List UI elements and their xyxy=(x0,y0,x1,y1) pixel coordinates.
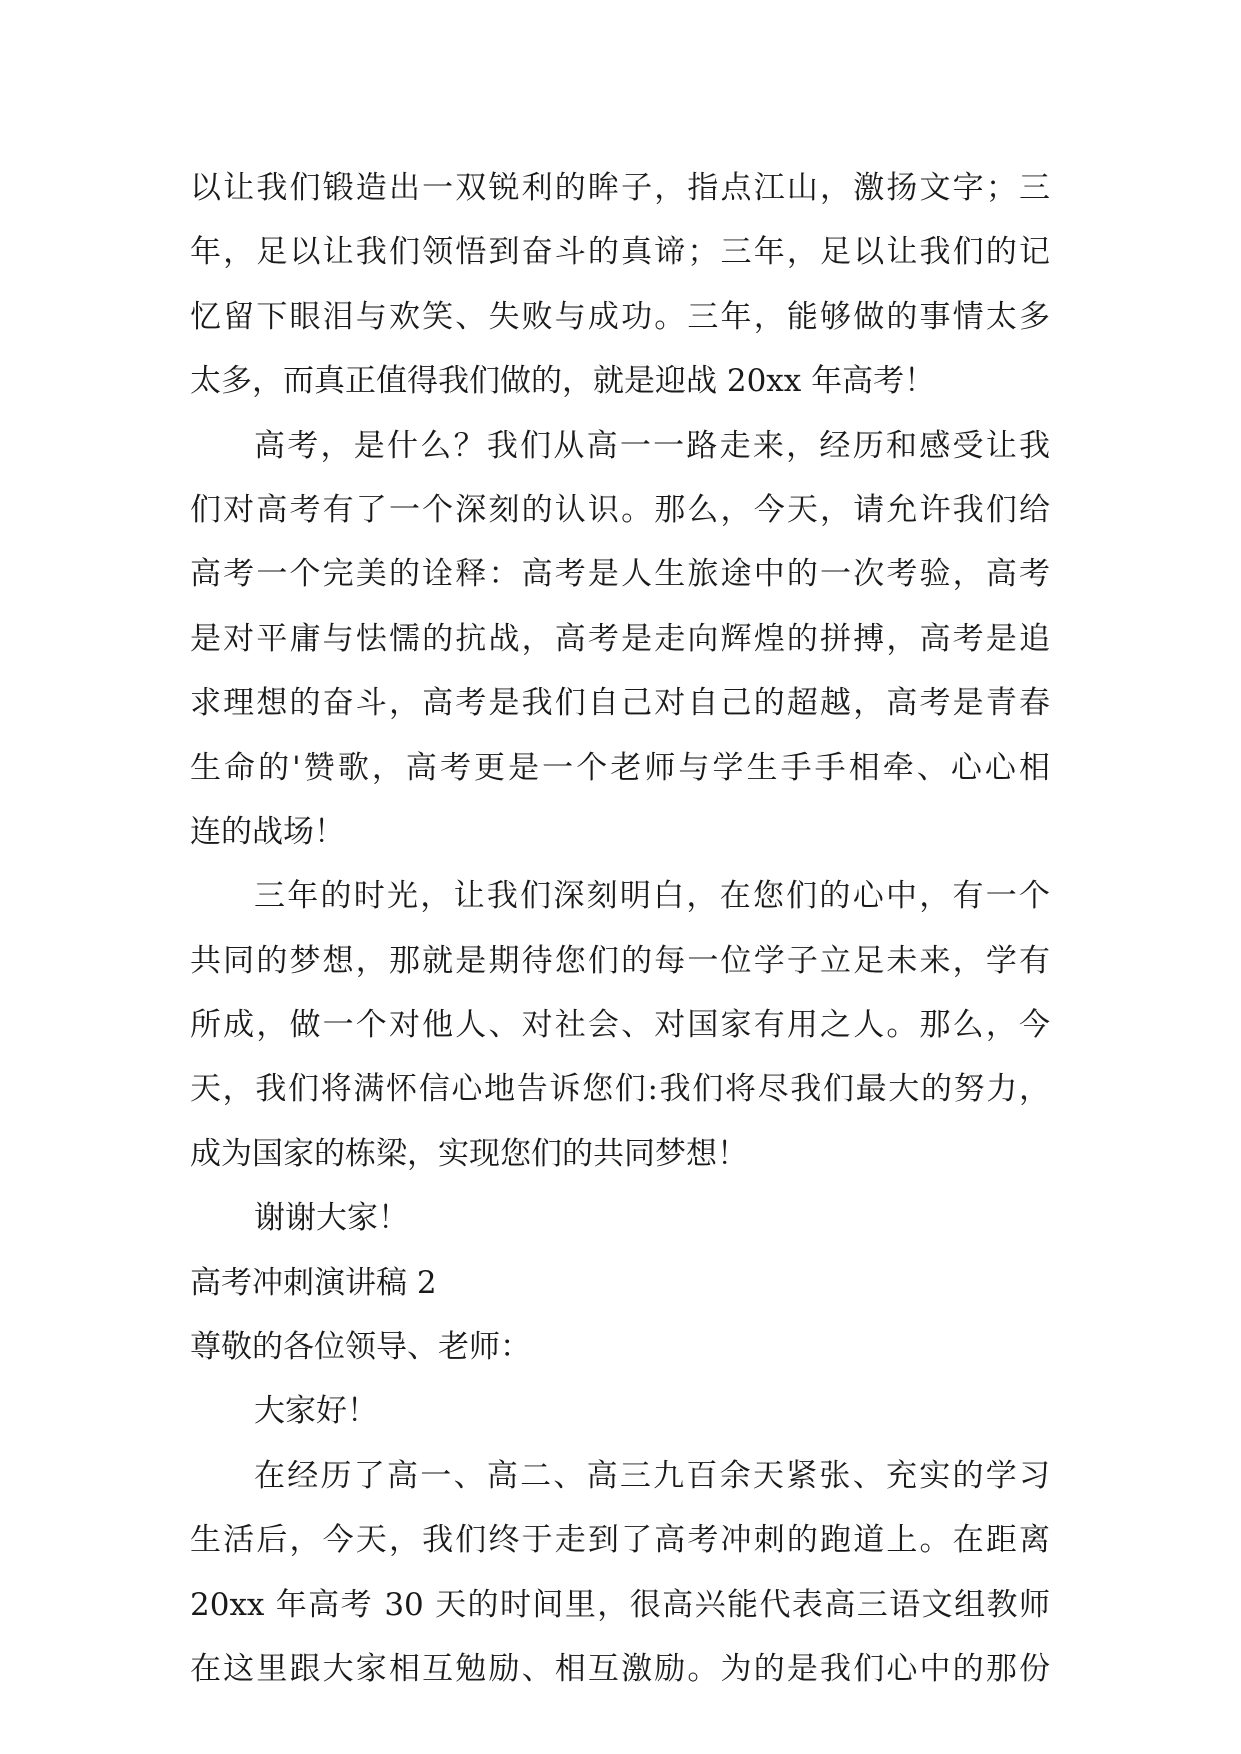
text-line: 年，足以让我们领悟到奋斗的真谛；三年，足以让我们的记 xyxy=(190,234,1050,271)
text-line: 在经历了高一、高二、高三九百余天紧张、充实的学习 xyxy=(254,1457,1050,1494)
text-line: 高考冲刺演讲稿 2 xyxy=(190,1264,437,1301)
text-line: 生活后，今天，我们终于走到了高考冲刺的跑道上。在距离 xyxy=(190,1522,1050,1559)
text-line: 天，我们将满怀信心地告诉您们:我们将尽我们最大的努力， xyxy=(190,1071,1050,1108)
text-line: 大家好！ xyxy=(254,1393,378,1430)
text-line: 高考一个完美的诠释：高考是人生旅途中的一次考验，高考 xyxy=(190,556,1050,593)
text-line: 是对平庸与怯懦的抗战，高考是走向辉煌的拼搏，高考是追 xyxy=(190,620,1050,657)
text-line: 谢谢大家！ xyxy=(254,1200,409,1237)
text-line: 生命的'赞歌，高考更是一个老师与学生手手相牵、心心相 xyxy=(190,749,1050,786)
text-line: 三年的时光，让我们深刻明白，在您们的心中，有一个 xyxy=(254,878,1050,915)
text-line: 共同的梦想，那就是期待您们的每一位学子立足未来，学有 xyxy=(190,942,1050,979)
text-line: 成为国家的栋梁，实现您们的共同梦想！ xyxy=(190,1135,748,1172)
text-line: 连的战场！ xyxy=(190,813,345,850)
text-line: 求理想的奋斗，高考是我们自己对自己的超越，高考是青春 xyxy=(190,685,1050,722)
text-line: 们对高考有了一个深刻的认识。那么，今天，请允许我们给 xyxy=(190,491,1050,528)
text-line: 以让我们锻造出一双锐利的眸子，指点江山，激扬文字；三 xyxy=(190,170,1050,206)
text-line: 太多，而真正值得我们做的，就是迎战 20xx 年高考！ xyxy=(190,363,936,400)
text-line: 20xx 年高考 30 天的时间里，很高兴能代表高三语文组教师 xyxy=(190,1586,1050,1623)
text-line: 所成，做一个对他人、对社会、对国家有用之人。那么，今 xyxy=(190,1007,1050,1044)
text-line: 忆留下眼泪与欢笑、失败与成功。三年，能够做的事情太多 xyxy=(190,298,1050,335)
text-line: 尊敬的各位领导、老师： xyxy=(190,1329,531,1366)
text-line: 在这里跟大家相互勉励、相互激励。为的是我们心中的那份 xyxy=(190,1650,1050,1687)
document-body xyxy=(190,156,1050,1701)
text-line: 高考，是什么？我们从高一一路走来，经历和感受让我 xyxy=(254,427,1050,464)
